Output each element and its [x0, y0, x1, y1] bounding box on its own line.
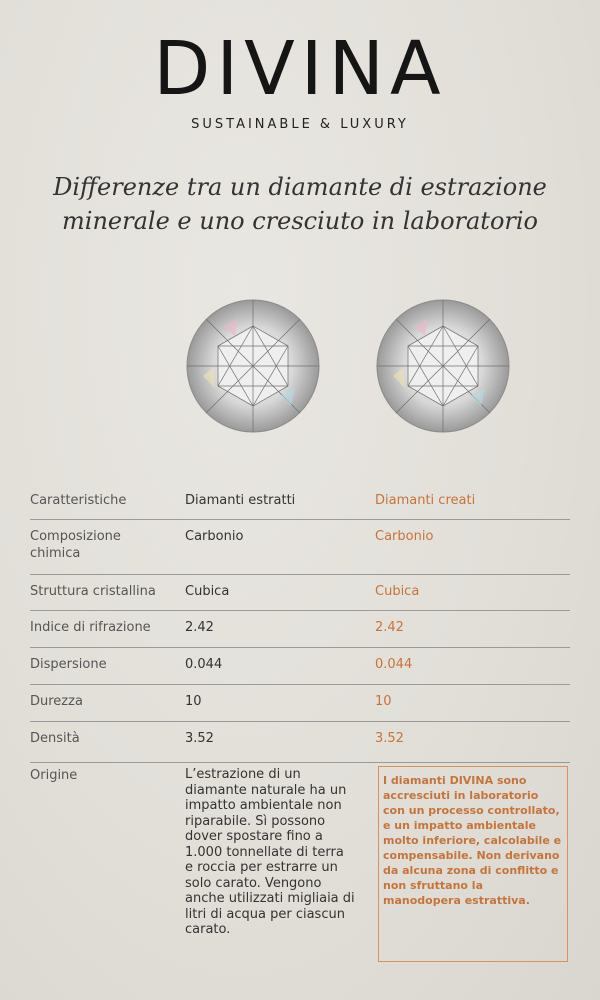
row-label: Struttura cristallina — [30, 584, 156, 599]
row-label: Dispersione — [30, 657, 107, 672]
row-mined-value: 0.044 — [185, 657, 223, 672]
brand-logo: DIVINA — [153, 26, 447, 112]
header-mined: Diamanti estratti — [185, 493, 296, 508]
row-lab-value: 0.044 — [375, 657, 413, 672]
table-row — [30, 685, 570, 722]
headline-line-1: Differenze tra un diamante di estrazione — [53, 173, 547, 201]
natural-diamond-image — [183, 296, 323, 436]
row-lab-value: Carbonio — [375, 529, 434, 544]
page-title — [30, 170, 570, 238]
origin-lab-callout: I diamanti DIVINA sono accresciuti in laboratorio con un processo controllato, e un impatto ambientale molto inferiore, calcolabile e compensabile. Non derivano da alcuna zona di conflitto e non sfruttano la manodopera estrattiva. — [378, 766, 568, 962]
comparison-table — [30, 484, 570, 763]
row-mined-value: 2.42 — [185, 620, 214, 635]
row-mined-value: Carbonio — [185, 529, 244, 544]
row-mined-value: 3.52 — [185, 731, 214, 746]
row-label: Indice di rifrazione — [30, 620, 151, 635]
header-lab: Diamanti creati — [375, 493, 476, 508]
table-row — [30, 648, 570, 685]
row-lab-value: 10 — [375, 694, 392, 709]
origin-label: Origine — [30, 768, 78, 783]
table-row — [30, 722, 570, 763]
row-label: Composizione chimica — [30, 529, 121, 561]
header-characteristics: Caratteristiche — [30, 493, 127, 508]
lab-grown-diamond-image — [373, 296, 513, 436]
row-lab-value: Cubica — [375, 584, 420, 599]
row-label: Durezza — [30, 694, 83, 709]
table-row — [30, 520, 570, 575]
row-label: Densità — [30, 731, 80, 746]
row-lab-value: 3.52 — [375, 731, 404, 746]
row-mined-value: 10 — [185, 694, 202, 709]
table-row — [30, 575, 570, 611]
row-mined-value: Cubica — [185, 584, 230, 599]
table-row — [30, 611, 570, 648]
row-lab-value: 2.42 — [375, 620, 404, 635]
brand-tagline: SUSTAINABLE & LUXURY — [191, 117, 409, 132]
table-header-row — [30, 484, 570, 520]
headline-line-2: minerale e uno cresciuto in laboratorio — [62, 207, 538, 235]
origin-mined-text: L’estrazione di un diamante naturale ha un impatto ambientale non riparabile. Sì possono dover spostare fino a 1.000 tonnellate di terra e roccia per estrarre un solo carato. Vengono anche utilizzati migliaia di litri di acqua per ciascun carato. — [185, 767, 355, 937]
